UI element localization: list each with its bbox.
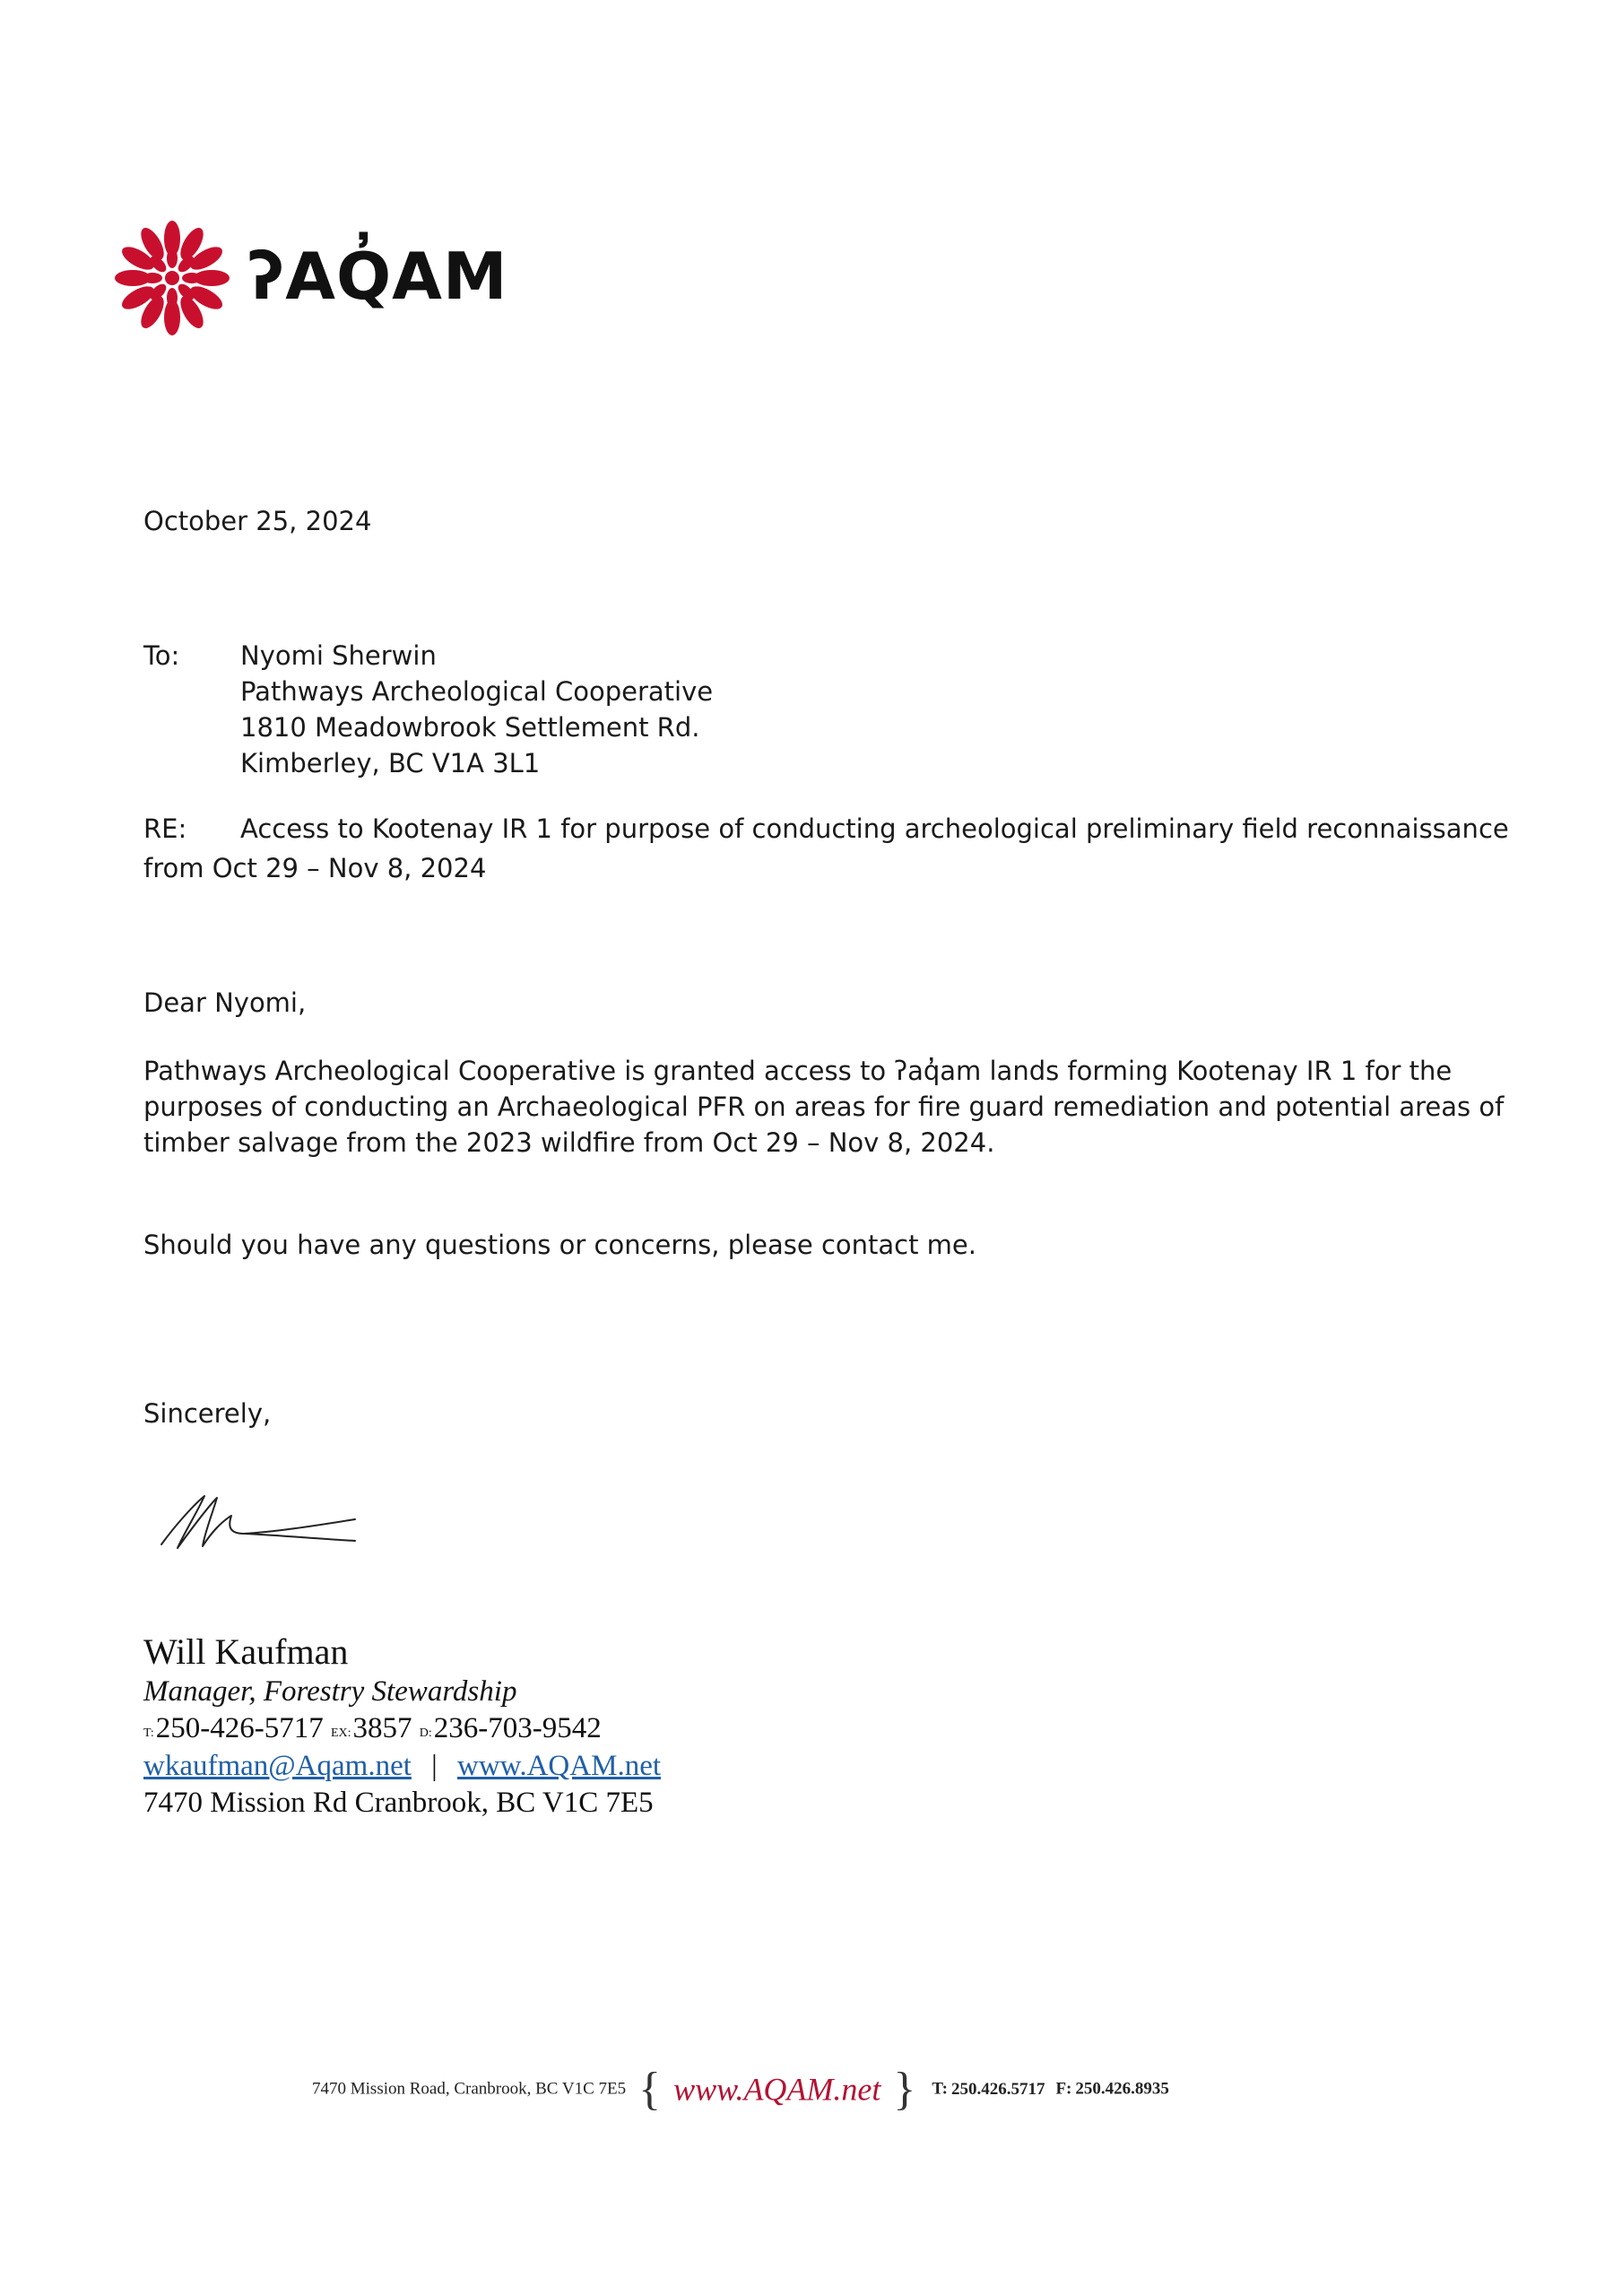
phone-ex-label: EX:: [330, 1726, 351, 1740]
recipient-city: Kimberley, BC V1A 3L1: [240, 748, 541, 778]
phone-d-label: D:: [419, 1726, 432, 1740]
footer-f-label: F:: [1055, 2079, 1072, 2099]
recipient-address: [240, 638, 713, 781]
body-line: purposes of conducting an Archaeological PFR on areas for fire guard remediation and potential areas of: [143, 1091, 1505, 1122]
recipient-name: Nyomi Sherwin: [240, 640, 437, 671]
footer-brace-open: {: [638, 2064, 662, 2115]
signature-block: [143, 1631, 661, 1821]
logo: [113, 215, 508, 341]
footer-brace-close: }: [893, 2064, 916, 2115]
re-line-1: Access to Kootenay IR 1 for purpose of conducting archeological preliminary field reconnaissance: [240, 813, 1509, 844]
aqam-flower-icon: [113, 219, 231, 337]
phone-ex-value: 3857: [352, 1712, 412, 1744]
email-link[interactable]: wkaufman@Aqam.net: [143, 1750, 412, 1782]
letter-date: October 25, 2024: [143, 506, 372, 536]
signer-links: [143, 1747, 661, 1785]
phone-t-label: T:: [143, 1726, 154, 1740]
footer-f-value: 250.426.8935: [1075, 2079, 1169, 2099]
body-line: Pathways Archeological Cooperative is granted access to ʔaq̓am lands forming Kootenay IR 1 for the: [143, 1056, 1453, 1086]
signer-phones: [143, 1709, 661, 1747]
body-paragraph: [143, 1053, 1504, 1161]
footer-t-value: 250.426.5717: [950, 2079, 1045, 2099]
signer-name: Will Kaufman: [143, 1631, 349, 1672]
link-separator: |: [431, 1750, 438, 1782]
re-line-2: from Oct 29 – Nov 8, 2024: [143, 853, 487, 883]
footer-address: 7470 Mission Road, Cranbrook, BC V1C 7E5: [312, 2079, 627, 2099]
logo-wordmark: ʔAQ̓AM: [247, 239, 508, 314]
recipient-org: Pathways Archeological Cooperative: [240, 676, 714, 707]
contact-paragraph: Should you have any questions or concerns, please contact me.: [143, 1230, 976, 1260]
phone-t-value: 250-426-5717: [155, 1712, 324, 1744]
footer-t-label: T:: [932, 2079, 948, 2099]
website-link[interactable]: www.AQAM.net: [457, 1750, 662, 1782]
signer-title: Manager, Forestry Stewardship: [143, 1675, 517, 1708]
footer-website: www.AQAM.net: [673, 2071, 881, 2108]
to-label: To:: [143, 640, 180, 671]
page-footer: [312, 2063, 1169, 2116]
body-line: timber salvage from the 2023 wildfire from Oct 29 – Nov 8, 2024.: [143, 1127, 995, 1158]
recipient-street: 1810 Meadowbrook Settlement Rd.: [240, 712, 700, 743]
closing: Sincerely,: [143, 1398, 272, 1429]
salutation: Dear Nyomi,: [143, 987, 307, 1018]
phone-d-value: 236-703-9542: [433, 1712, 602, 1744]
re-label: RE:: [143, 813, 187, 844]
handwritten-signature: [158, 1489, 373, 1570]
signer-address: 7470 Mission Rd Cranbrook, BC V1C 7E5: [143, 1787, 654, 1819]
